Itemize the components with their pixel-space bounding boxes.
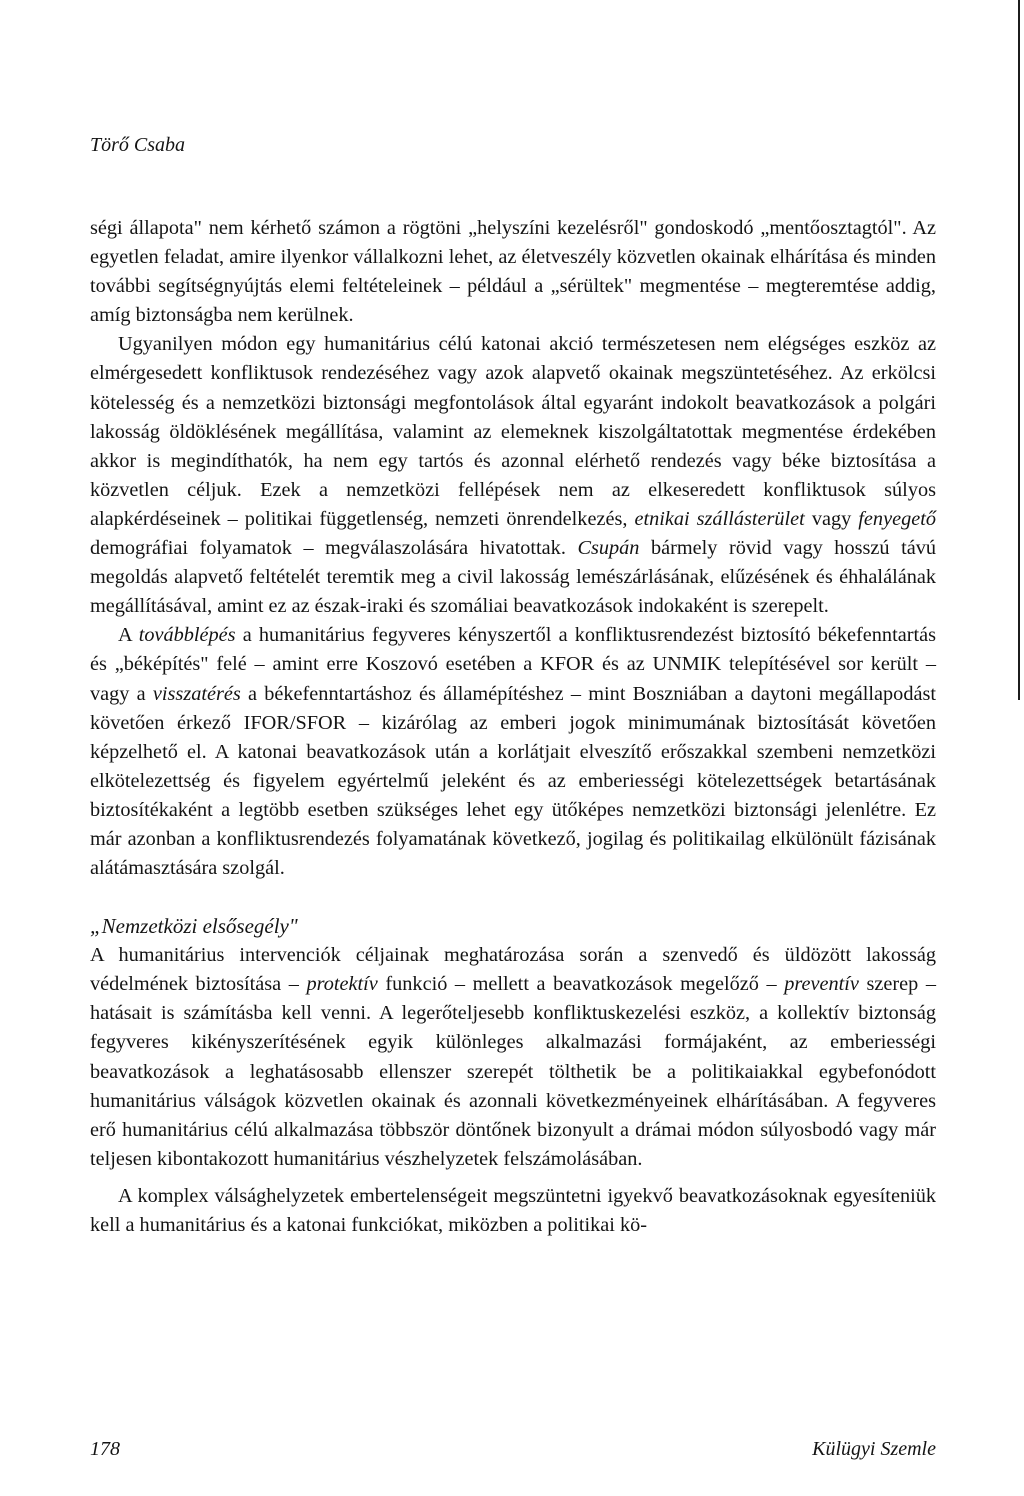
journal-name: Külügyi Szemle <box>812 1438 936 1460</box>
italic-term: protektív <box>306 973 378 996</box>
italic-term: Csupán <box>577 537 640 560</box>
paragraph-5: A komplex válsághelyzetek embertelenségeit megszüntetni igyekvő beavatkozásoknak egyesíteniük kell a humanitárius és a katonai funkciókat, miközben a politikai kö- <box>90 1184 936 1236</box>
section-title: „Nemzetközi elsősegély" <box>90 914 298 939</box>
paragraph-1: ségi állapota" nem kérhető számon a rögtöni „helyszíni kezelésről" gondoskodó „mentőosztagtól". Az egyetlen feladat, amire ilyenkor vállalkozni lehet, az életveszély közvetlen okainak elhárítása és minden további segítségnyújtás elemi feltételeinek – például a „sérültek" megmentése – megteremtése addig, amíg biztonságba nem kerülnek. <box>90 217 936 327</box>
italic-term: fenyegető <box>858 507 936 530</box>
main-text <box>90 214 936 1240</box>
italic-term: visszatérés <box>152 682 241 705</box>
page-edge-line <box>1018 0 1020 700</box>
page-number: 178 <box>90 1438 120 1460</box>
italic-term: preventív <box>784 973 859 996</box>
running-head: Törő Csaba <box>90 134 186 156</box>
paragraph-3: A továbblépés a humanitárius fegyveres kényszertől a konfliktusrendezést biztosító békefenntartás és „béképítés" felé – amint erre Koszovó esetében a KFOR és az UNMIK telepítésével sor került – vagy a visszatérés a békefenntartáshoz és államépítéshez – mint Boszniában a daytoni megállapodást követően érkező IFOR/SFOR – kizárólag az emberi jogok minimumának biztosítását követően képzelhető el. A katonai beavatkozások után a korlátjait elveszítő erőszakkal szembeni nemzetközi elkötelezettség és figyelem egyértelmű jeleként és az emberiességi kötelezettségek betartásának biztosítékaként a legtöbb esetben szükséges lehet egy ütőképes nemzetközi biztonsági jelenlétre. Ez már azonban a konfliktusrendezés folyamatának következő, jogilag és politikailag elkülönült fázisának alátámasztására szolgál. <box>90 624 936 880</box>
paragraph-2: Ugyanilyen módon egy humanitárius célú katonai akció természetesen nem elégséges eszköz az elmérgesedett konfliktusok rendezéséhez vagy azok alapvető okainak megszüntetéséhez. Az erkölcsi kötelesség és a nemzetközi biztonsági megfontolások által egyaránt indokolt beavatkozások a polgári lakosság öldöklésének megállítása, valamint az elemeknek kiszolgáltatottak megmentése érdekében akkor is megindíthatók, ha nem egy tartós és azonnal elérhető rendezés vagy béke biztosítása a közvetlen céljuk. Ezek a nemzetközi fellépések nem az elkeseredett konfliktusok súlyos alapkérdéseinek – politikai függetlenség, nemzeti önrendelkezés, etnikai szállásterület vagy fenyegető demográfiai folyamatok – megválaszolására hivatottak. Csupán bármely rövid vagy hosszú távú megoldás alapvető feltételét teremtik meg a civil lakosság lemészárlásának, elűzésének és éhhalálának megállításával, amint ez az észak-iraki és szomáliai beavatkozások indokaként is szerepelt. <box>90 333 936 618</box>
paragraph-4: A humanitárius intervenciók céljainak meghatározása során a szenvedő és üldözött lakosság védelmének biztosítása – protektív funkció – mellett a beavatkozások megelőző – preventív szerep – hatásait is számításba kell venni. A legerőteljesebb konfliktuskezelési eszköz, a kollektív biztonság fegyveres kikényszerítésének egyik különleges alkalmazási formájaként, az emberiességi beavatkozások a leghatásosabb ellenszer szerepét tölthetik be a politikaiakkal egybefonódott humanitárius válságok közvetlen okainak és azonnali következményeinek elhárításában. A fegyveres erő humanitárius célú alkalmazása többször döntőnek bizonyult a drámai módon súlyosbodó vagy már teljesen kibontakozott humanitárius vészhelyzetek felszámolásában. <box>90 944 936 1170</box>
italic-term: etnikai szállásterület <box>634 507 805 530</box>
italic-term: továbblépés <box>138 624 236 647</box>
